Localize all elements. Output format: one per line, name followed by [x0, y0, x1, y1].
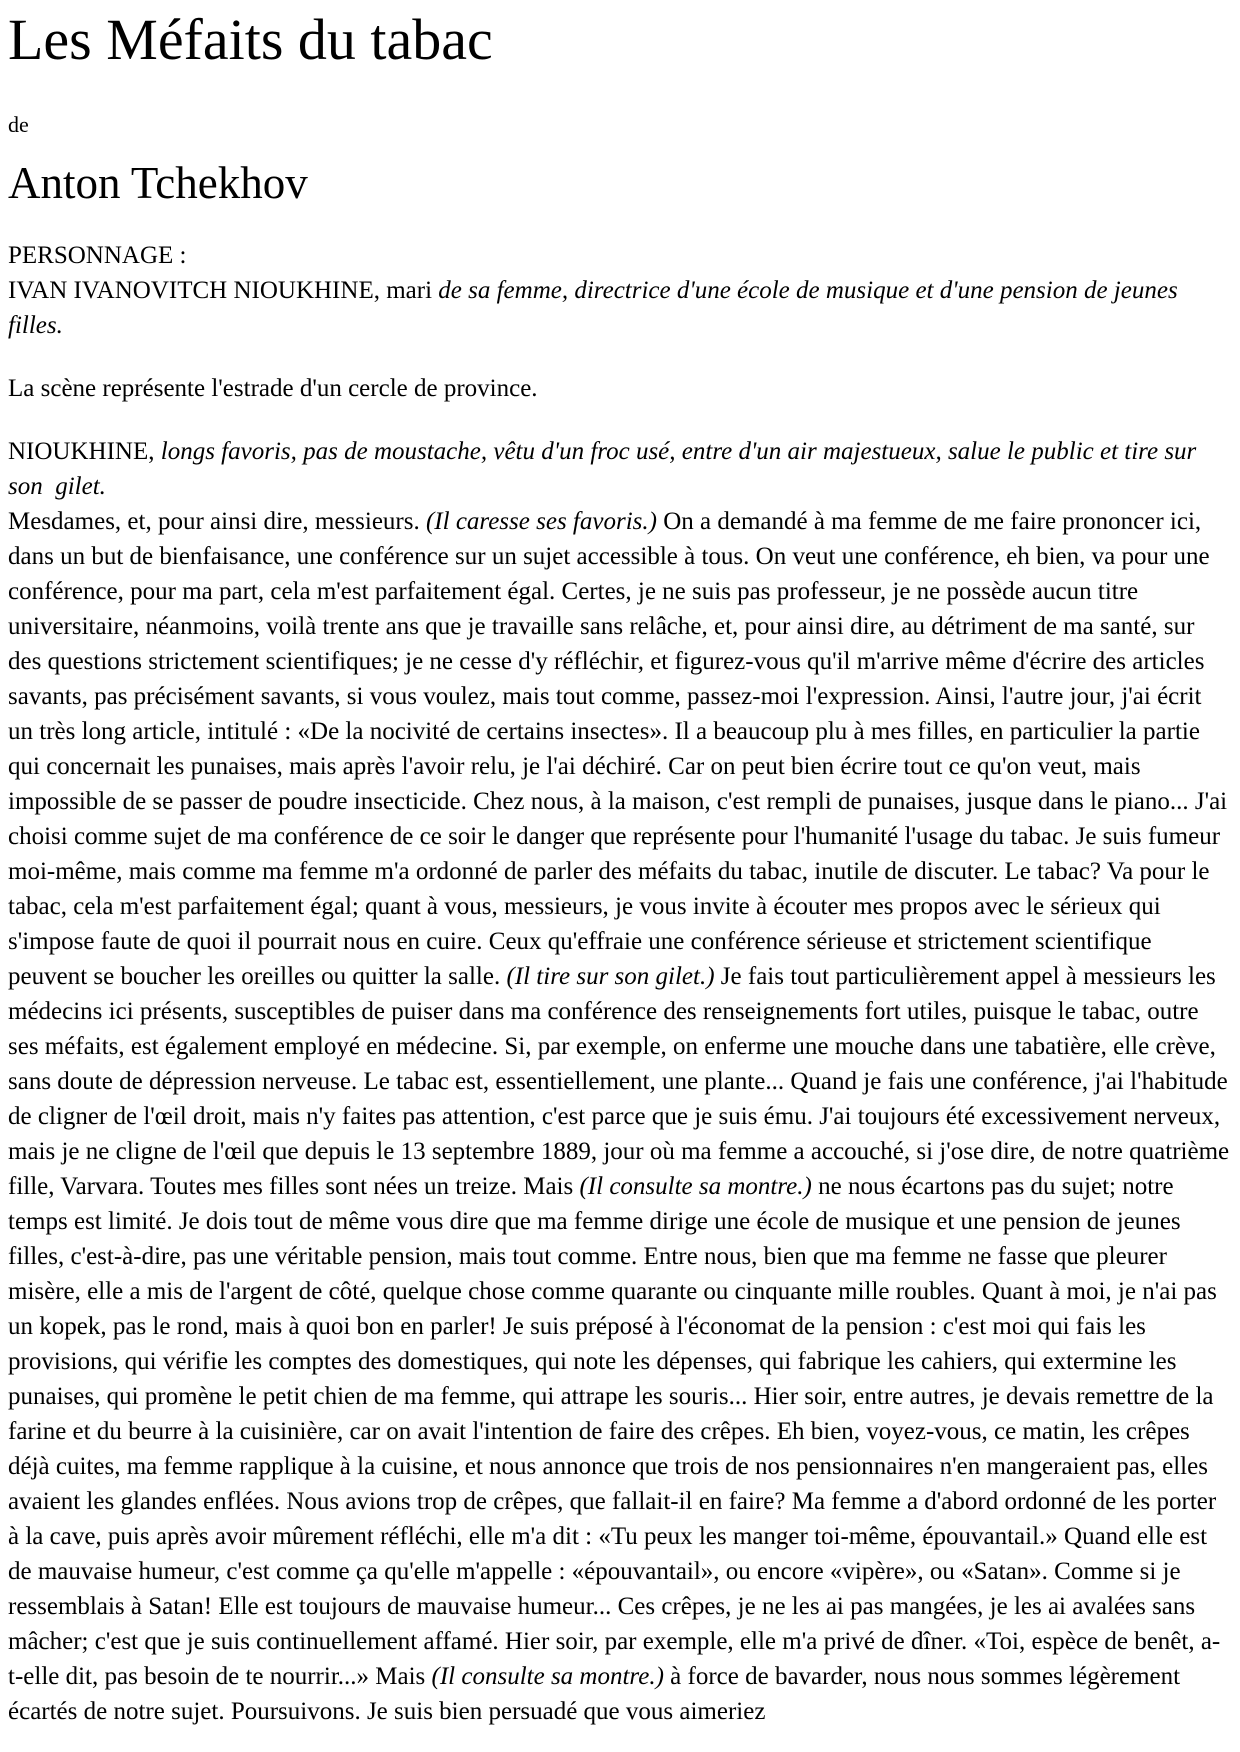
cast-list	[8, 238, 1232, 343]
entrance-stage-direction: longs favoris, pas de moustache, vêtu d'un froc usé, entre d'un air majestueux, salue le public et tire sur son gilet.	[8, 438, 1203, 500]
monologue-segment: On a demandé à ma femme de me faire prononcer ici, dans un but de bienfaisance, une conférence sur un sujet accessible à tous. On veut une conférence, eh bien, va pour une conférence, pour ma part, cela m'est parfaitement égal. Certes, je ne suis pas professeur, je ne possède aucun titre universitaire, néanmoins, voilà trente ans que je travaille sans relâche, et, pour ainsi dire, au détriment de ma santé, sur des questions strictement scientifiques; je ne cesse d'y réfléchir, et figurez-vous qu'il m'arrive même d'écrire des articles savants, pas précisément savants, si vous voulez, mais tout comme, passez-moi l'expression. Ainsi, l'autre jour, j'ai écrit un très long article, intitulé : «De la nocivité de certains insectes». Il a beaucoup plu à mes filles, en particulier la partie qui concernait les punaises, mais après l'avoir relu, je l'ai déchiré. Car on peut bien écrire tout ce qu'on veut, mais impossible de se passer de poudre insecticide. Chez nous, à la maison, c'est rempli de punaises, jusque dans le piano... J'ai choisi comme sujet de ma conférence de ce soir le danger que représente pour l'humanité l'usage du tabac. Je suis fumeur moi-même, mais comme ma femme m'a ordonné de parler des méfaits du tabac, inutile de discuter. Le tabac? Va pour le tabac, cela m'est parfaitement égal; quant à vous, messieurs, je vous invite à écouter mes propos avec le sérieux qui s'impose faute de quoi il pourrait nous en cuire. Ceux qu'effraie une conférence sérieuse et strictement scientifique peuvent se boucher les oreilles ou quitter la salle.	[8, 508, 1234, 990]
cast-character-description: de sa femme, directrice d'une école de musique et d'une pension de jeunes filles.	[8, 277, 1184, 339]
stage-direction-tire-gilet: (Il tire sur son gilet.)	[506, 963, 715, 990]
monologue	[8, 434, 1236, 1729]
cast-heading: PERSONNAGE :	[8, 242, 187, 269]
monologue-segment: à force de bavarder, nous nous sommes légèrement écartés de notre sujet. Poursuivons. Je suis bien persuadé que vous aimeriez	[8, 1663, 1187, 1725]
author-name: Anton Tchekhov	[8, 158, 308, 208]
scene-description: La scène représente l'estrade d'un cercle de province.	[8, 375, 538, 402]
stage-direction-consulte-montre: (Il consulte sa montre.)	[431, 1663, 664, 1690]
page-title: Les Méfaits du tabac	[8, 7, 493, 72]
monologue-segment: ne nous écartons pas du sujet; notre temps est limité. Je dois tout de même vous dire que ma femme dirige une école de musique et une pension de jeunes filles, c'est-à-dire, pas une véritable pension, mais tout comme. Entre nous, bien que ma femme ne fasse que pleurer misère, elle a mis de l'argent de côté, quelque chose comme quarante ou cinquante mille roubles. Quant à moi, je n'ai pas un kopek, pas le rond, mais à quoi bon en parler! Je suis préposé à l'économat de la pension : c'est moi qui fais les provisions, qui vérifie les comptes des domestiques, qui note les dépenses, qui fabrique les cahiers, qui extermine les punaises, qui promène le petit chien de ma femme, qui attrape les souris... Hier soir, entre autres, je devais remettre de la farine et du beurre à la cuisinière, car on avait l'intention de faire des crêpes. Eh bien, voyez-vous, ce matin, les crêpes déjà cuites, ma femme rapplique à la cuisine, et nous annonce que trois de nos pensionnaires n'en mangeraient pas, elles avaient les glandes enflées. Nous avions trop de crêpes, que fallait-il en faire? Ma femme a d'abord ordonné de les porter à la cave, puis après avoir mûrement réfléchi, elle m'a dit : «Tu peux les manger toi-même, épouvantail.» Quand elle est de mauvaise humeur, c'est comme ça qu'elle m'appelle : «épouvantail», ou encore «vipère», ou «Satan». Comme si je ressemblais à Satan! Elle est toujours de mauvaise humeur... Ces crêpes, je ne les ai pas mangées, je les ai avalées sans mâcher; c'est que je suis continuellement affamé. Hier soir, par exemple, elle m'a privé de dîner. «Toi, espèce de benêt, a-t-elle dit, pas besoin de te nourrir...» Mais	[8, 1173, 1224, 1690]
stage-direction-consulte-montre: (Il consulte sa montre.)	[579, 1173, 812, 1200]
entrance-character-name: NIOUKHINE,	[8, 438, 161, 465]
cast-character-name: IVAN IVANOVITCH NIOUKHINE, mari	[8, 277, 439, 304]
byline: de	[8, 112, 29, 137]
monologue-segment: Mesdames, et, pour ainsi dire, messieurs.	[8, 508, 426, 535]
stage-direction-caresse-favoris: (Il caresse ses favoris.)	[425, 508, 657, 535]
monologue-segment: Je fais tout particulièrement appel à messieurs les médecins ici présents, susceptibles de puiser dans ma conférence des renseignements fort utiles, puisque le tabac, outre ses méfaits, est également employé en médecine. Si, par exemple, on enferme une mouche dans une tabatière, elle crève, sans doute de dépression nerveuse. Le tabac est, essentiellement, une plante... Quand je fais une conférence, j'ai l'habitude de cligner de l'œil droit, mais n'y faites pas attention, c'est parce que je suis ému. J'ai toujours été excessivement nerveux, mais je ne cligne de l'œil que depuis le 13 septembre 1889, jour où ma femme a accouché, si j'ose dire, de notre quatrième fille, Varvara. Toutes mes filles sont nées un treize. Mais	[8, 963, 1236, 1200]
